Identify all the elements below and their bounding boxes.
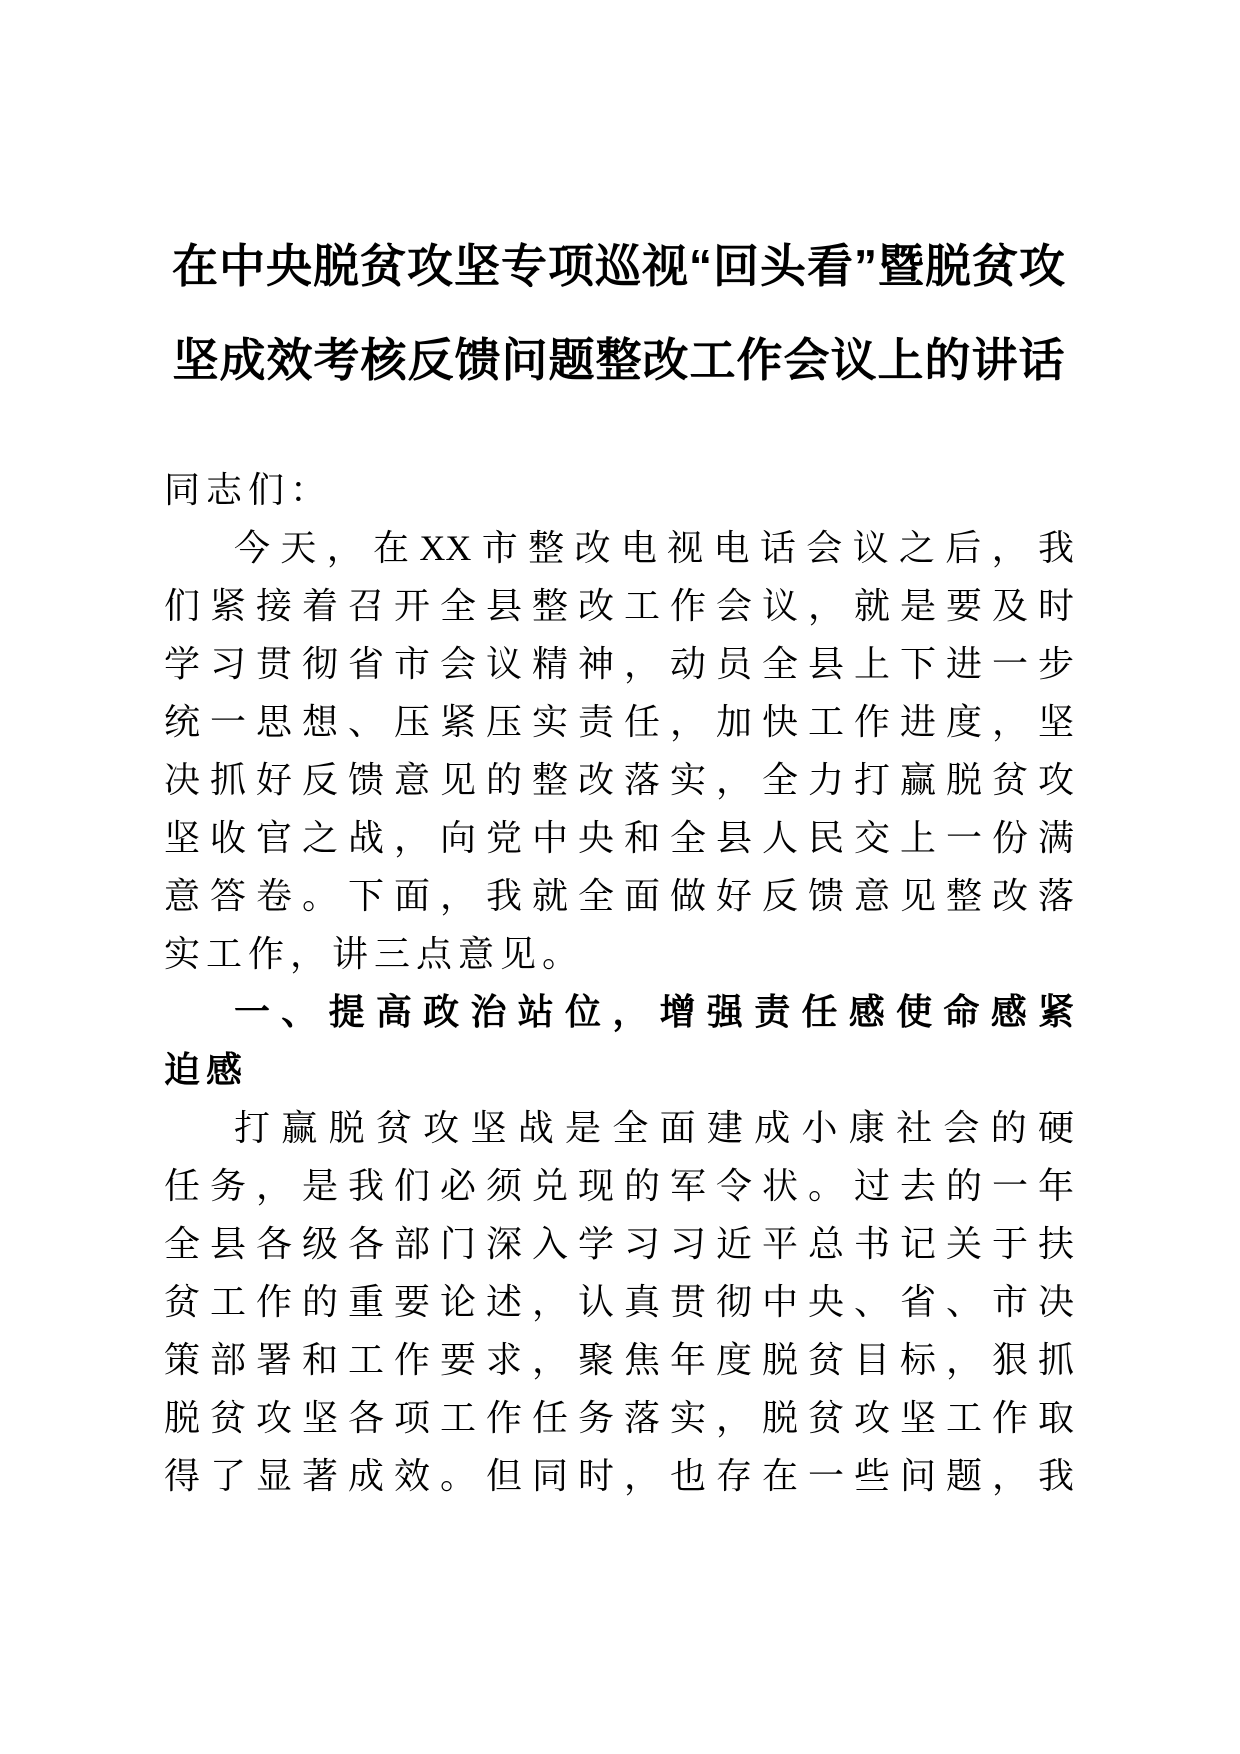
text-line: 全县各级各部门深入学习习近平总书记关于扶: [164, 1224, 1074, 1264]
text-line: 坚收官之战，向党中央和全县人民交上一份满: [164, 818, 1074, 858]
text-line: 今天，在XX市整改电视电话会议之后，我: [234, 528, 1074, 568]
text-line: 得了显著成效。但同时，也存在一些问题，我: [164, 1456, 1074, 1496]
text-line: 脱贫攻坚各项工作任务落实，脱贫攻坚工作取: [164, 1398, 1074, 1438]
text-line: 策部署和工作要求，聚焦年度脱贫目标，狠抓: [164, 1340, 1074, 1380]
document-title: [164, 219, 1074, 407]
text-line: 统一思想、压紧压实责任，加快工作进度，坚: [164, 702, 1074, 742]
title-line: 坚成效考核反馈问题整改工作会议上的讲话: [172, 334, 1066, 386]
section-heading-line: 迫感: [164, 1049, 249, 1090]
text-line: 们紧接着召开全县整改工作会议，就是要及时: [164, 586, 1074, 626]
text-line: 实工作，讲三点意见。: [164, 934, 585, 974]
text-line: 贫工作的重要论述，认真贯彻中央、省、市决: [164, 1282, 1074, 1322]
text-line: 学习贯彻省市会议精神，动员全县上下进一步: [164, 644, 1074, 684]
document-body: [164, 461, 1074, 1505]
title-line: 在中央脱贫攻坚专项巡视“回头看”暨脱贫攻: [172, 240, 1066, 292]
text-line-salutation: 同志们：: [164, 470, 333, 510]
text-line: 决抓好反馈意见的整改落实，全力打赢脱贫攻: [164, 760, 1074, 800]
text-line: 打赢脱贫攻坚战是全面建成小康社会的硬: [234, 1108, 1074, 1148]
text-line: 任务，是我们必须兑现的军令状。过去的一年: [164, 1166, 1074, 1206]
text-line: 意答卷。下面，我就全面做好反馈意见整改落: [164, 876, 1074, 916]
section-heading-line: 一、提高政治站位，增强责任感使命感紧: [234, 991, 1074, 1032]
